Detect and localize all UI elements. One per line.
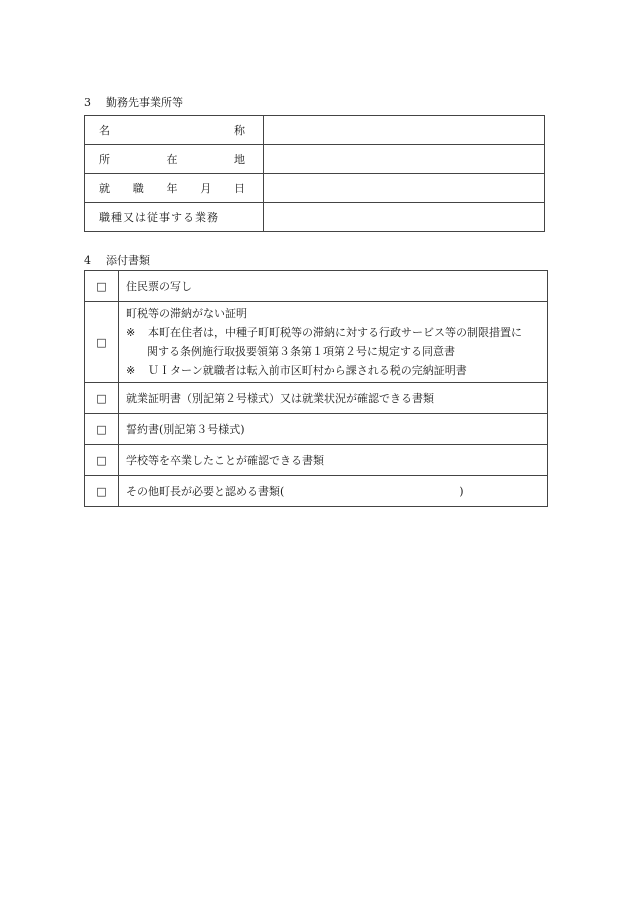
note-mark: ※: [126, 326, 136, 339]
employment-date-label: [85, 174, 264, 203]
section-3-title: 勤務先事業所等: [106, 96, 183, 109]
checkbox[interactable]: □: [85, 445, 119, 476]
workplace-address-value[interactable]: [264, 145, 545, 174]
attachment-label: 学校等を卒業したことが確認できる書類: [119, 445, 548, 476]
label-char: 就: [99, 182, 110, 195]
section-4-number: 4: [84, 254, 91, 267]
note-2: [126, 361, 541, 380]
checkbox[interactable]: □: [85, 383, 119, 414]
checkbox[interactable]: □: [85, 271, 119, 302]
attachment-label: 誓約書(別記第３号様式): [119, 414, 548, 445]
attachment-row: [85, 271, 548, 302]
attachment-row: [85, 476, 548, 507]
attachment-row: [85, 445, 548, 476]
workplace-name-value[interactable]: [264, 116, 545, 145]
attachment-row: [85, 414, 548, 445]
note-1-text: 本町在住者は，中種子町町税等の滞納に対する行政サービス等の制限措置に: [148, 326, 522, 339]
workplace-row-employment-date: [85, 174, 545, 203]
paren-close: ): [459, 484, 464, 498]
note-1: [126, 323, 541, 342]
section-4-heading: [84, 254, 150, 268]
attachment-row: [85, 302, 548, 383]
checkbox[interactable]: □: [85, 476, 119, 507]
workplace-row-address: [85, 145, 545, 174]
tax-certificate-title: 町税等の滞納がない証明: [126, 307, 247, 320]
other-documents-text: その他町長が必要と認める書類(: [126, 484, 285, 498]
attachment-label: 住民票の写し: [119, 271, 548, 302]
workplace-table: [84, 115, 545, 232]
attachments-table: [84, 270, 548, 507]
label-char: 所: [99, 153, 110, 166]
workplace-address-label: [85, 145, 264, 174]
attachment-label-other: [119, 476, 548, 507]
label-char: 在: [166, 153, 178, 166]
note-1-continued: 関する条例施行取扱要領第３条第１項第２号に規定する同意書: [147, 345, 455, 358]
label-char: 名: [99, 124, 110, 137]
note-mark: ※: [126, 364, 136, 377]
note-2-text: ＵＩターン就職者は転入前市区町村から課される税の完納証明書: [148, 364, 467, 377]
label-char: 年: [166, 182, 178, 195]
label-char: 月: [200, 182, 212, 195]
section-3-heading: [84, 96, 183, 110]
workplace-row-name: [85, 116, 545, 145]
section-4-title: 添付書類: [106, 254, 150, 267]
occupation-value[interactable]: [264, 203, 545, 232]
occupation-label: [85, 203, 264, 232]
section-3-number: 3: [84, 96, 91, 109]
workplace-name-label: [85, 116, 264, 145]
attachment-label-tax: [119, 302, 548, 383]
workplace-row-occupation: [85, 203, 545, 232]
attachment-label: 就業証明書（別記第２号様式）又は就業状況が確認できる書類: [119, 383, 548, 414]
label-char: 地: [234, 153, 245, 166]
attachment-row: [85, 383, 548, 414]
checkbox[interactable]: □: [85, 302, 119, 383]
label-char: 称: [234, 124, 245, 137]
checkbox[interactable]: □: [85, 414, 119, 445]
employment-date-value[interactable]: [264, 174, 545, 203]
label-char: 職: [132, 182, 144, 195]
label-char: 日: [234, 182, 245, 195]
label-char: 職種又は従事する業務: [99, 211, 219, 224]
